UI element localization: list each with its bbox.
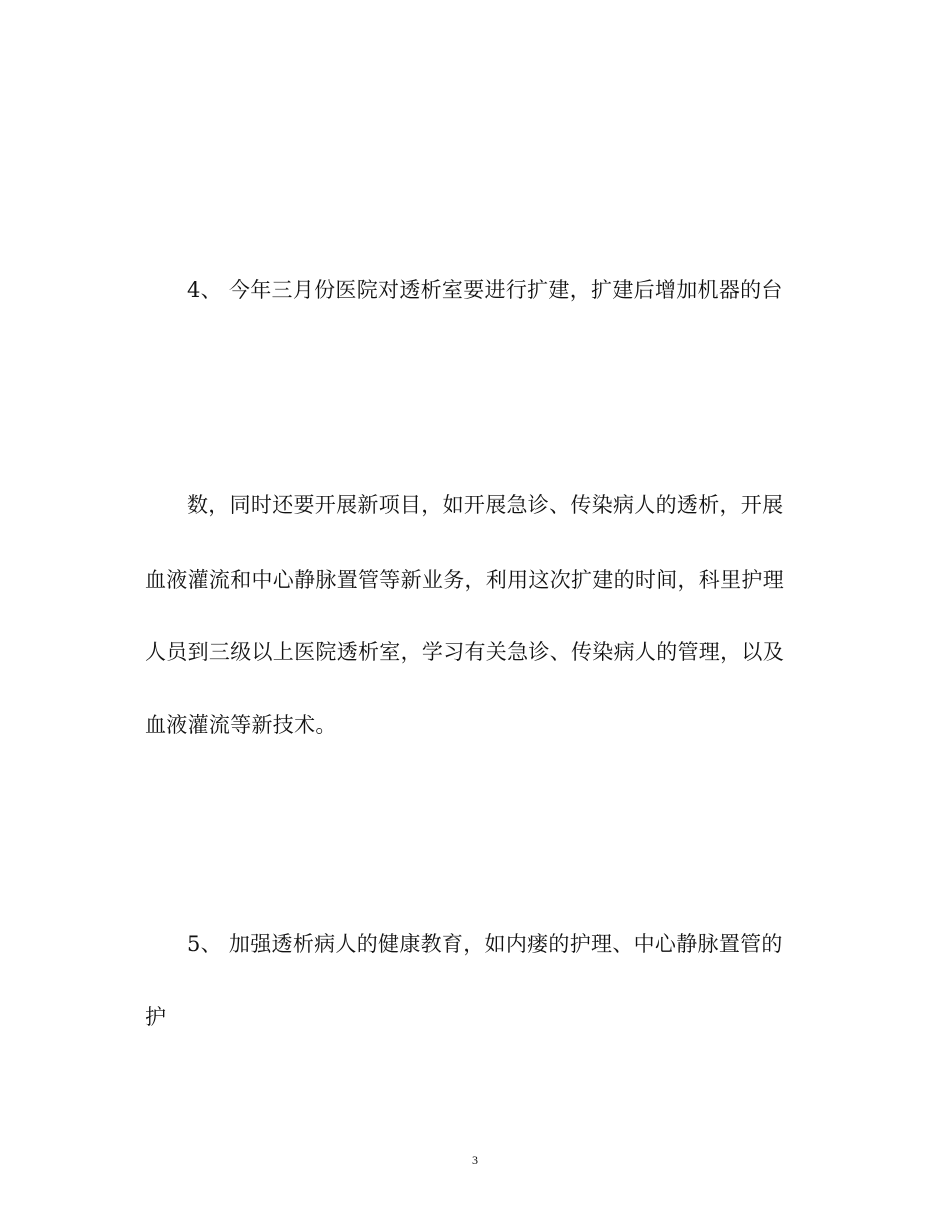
paragraph-4-line-2: 数，同时还要开展新项目，如开展急诊、传染病人的透析，开展 — [187, 493, 784, 517]
page-number: 3 — [472, 1153, 478, 1167]
paragraph-4-line-3: 血液灌流和中心静脉置管等新业务，利用这次扩建的时间，科里护理 — [145, 568, 784, 592]
paragraph-4-line-4: 人员到三级以上医院透析室，学习有关急诊、传染病人的管理，以及 — [145, 640, 784, 664]
paragraph-4-line-1: 4、 今年三月份医院对透析室要进行扩建，扩建后增加机器的台 — [187, 278, 783, 302]
paragraph-5-line-1: 5、 加强透析病人的健康教育，如内瘘的护理、中心静脉置管的 — [187, 932, 783, 956]
paragraph-5-line-2: 护 — [145, 1005, 167, 1029]
paragraph-4-line-5: 血液灌流等新技术。 — [145, 713, 337, 737]
